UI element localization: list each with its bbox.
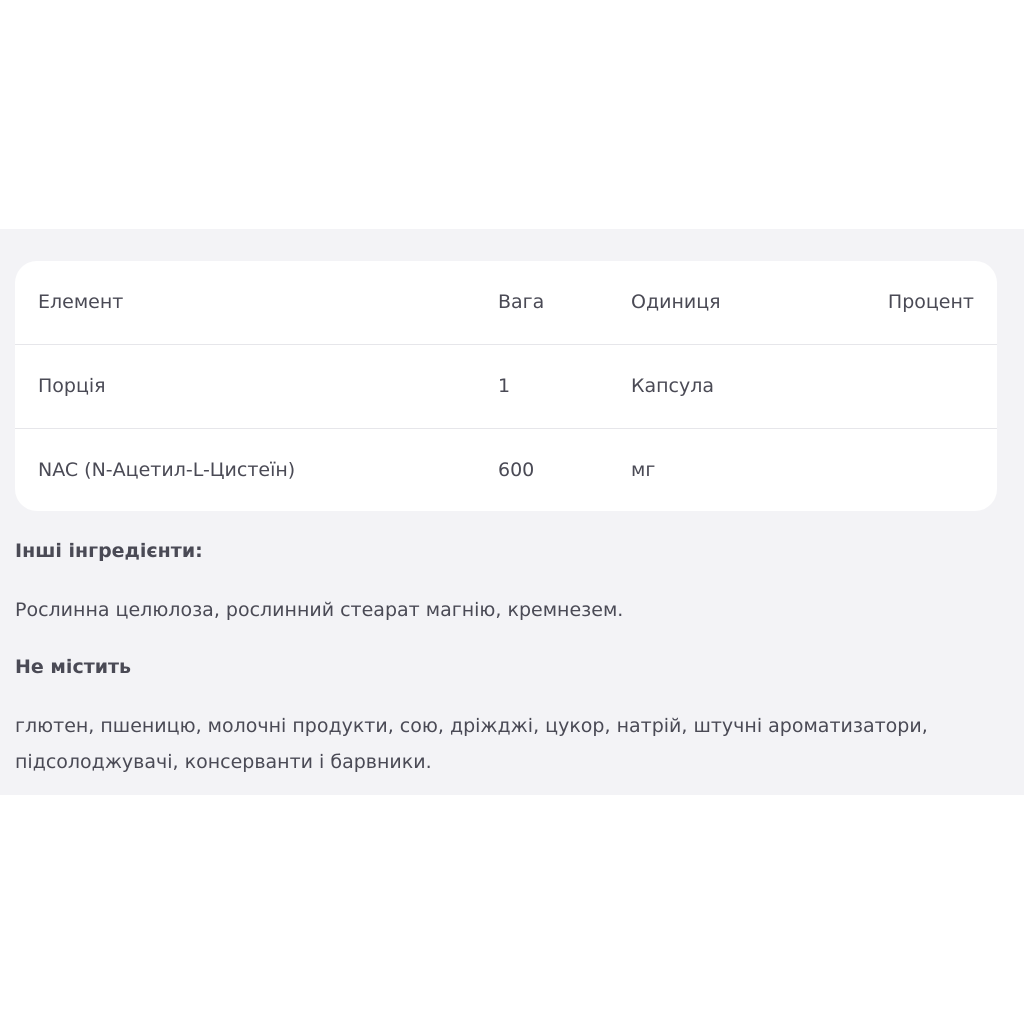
nutrition-table (15, 261, 997, 511)
free-from-text: глютен, пшеницю, молочні продукти, сою, дріжджі, цукор, натрій, штучні ароматизатори, підсолоджувачі, консерванти і барвники. (15, 715, 928, 773)
cell-unit: мг (631, 459, 656, 481)
cell-element: NAC (N-Ацетил-L-Цистеїн) (38, 459, 296, 481)
table-row (15, 345, 997, 428)
header-percent: Процент (887, 291, 974, 313)
cell-weight: 1 (498, 375, 511, 397)
cell-weight: 600 (498, 459, 535, 481)
table-header-row (15, 261, 997, 344)
header-weight: Вага (498, 291, 545, 313)
header-element: Елемент (38, 291, 124, 313)
cell-element: Порція (38, 375, 106, 397)
other-ingredients-text: Рослинна целюлоза, рослинний стеарат магнію, кремнезем. (15, 599, 624, 621)
other-ingredients-title: Інші інгредієнти: (15, 540, 203, 562)
header-unit: Одиниця (631, 291, 721, 313)
cell-unit: Капсула (631, 375, 715, 397)
free-from-title: Не містить (15, 656, 132, 678)
table-row (15, 429, 997, 511)
